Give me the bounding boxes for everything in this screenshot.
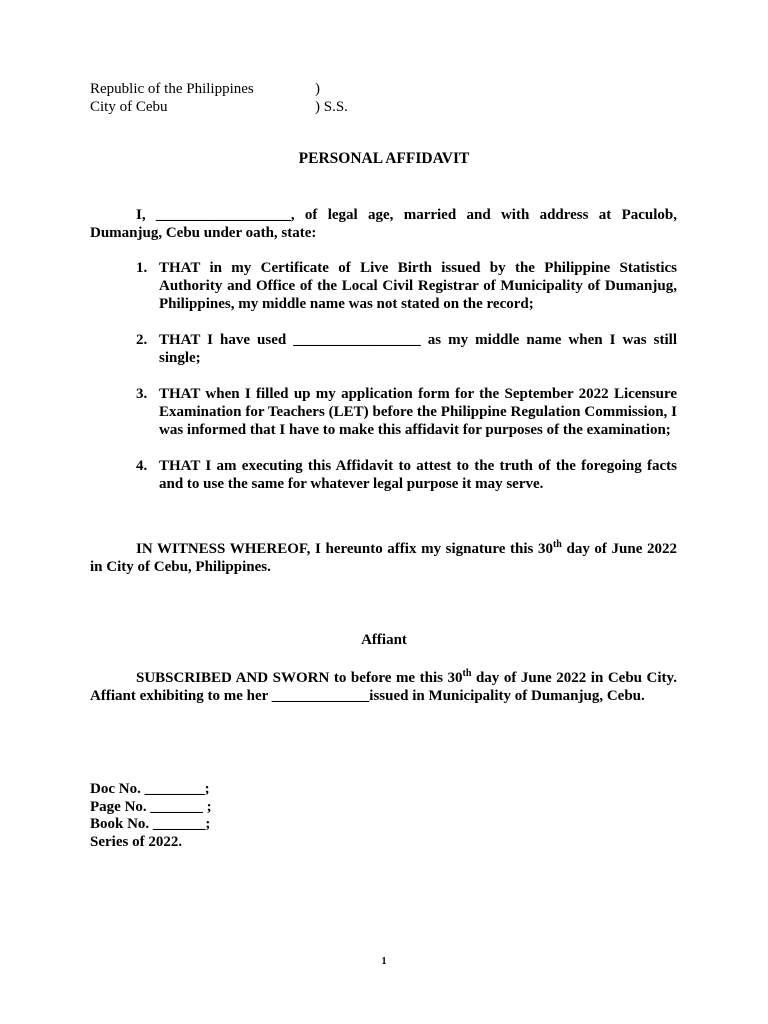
item-text: THAT I am executing this Affidavit to attest to the truth of the foregoing facts and to use the same for whatever legal purpose it may serve. (159, 458, 677, 492)
jurat-text-end: day of June 2022 in Cebu City. Affiant exhibiting to me her _____________issued in Municipality of Dumanjug, Cebu. (90, 670, 677, 704)
item-number: 3. (136, 386, 148, 402)
item-text: THAT I have used _________________ as my middle name when I was still single; (159, 332, 677, 366)
jurat-text-start: SUBSCRIBED AND SWORN to before me this 30 (136, 670, 463, 686)
item-text: THAT in my Certificate of Live Birth issued by the Philippine Statistics Authority and Office of the Local Civil Registrar of Municipality of Dumanjug, Philippines, my middle name was not stated on the record; (159, 260, 677, 312)
list-item (136, 457, 677, 493)
witness-paragraph (90, 540, 677, 576)
item-text: THAT when I filled up my application form for the September 2022 Licensure Examination for Teachers (LET) before the Philippine Regulation Commission, I was informed that I have to make this affidavit for purposes of the examination; (159, 386, 677, 438)
doc-number: Doc No. ________; (90, 781, 210, 797)
affiant-label: Affiant (361, 632, 407, 648)
case-caption (90, 80, 348, 116)
statement-list (136, 259, 677, 511)
item-number: 2. (136, 332, 148, 348)
witness-text-start: IN WITNESS WHEREOF, I hereunto affix my signature this 30 (136, 541, 553, 557)
series-year: Series of 2022. (90, 833, 183, 850)
witness-text-end: day of June 2022 in City of Cebu, Philippines. (90, 541, 677, 575)
document-title: PERSONAL AFFIDAVIT (298, 150, 470, 167)
caption-row-2 (90, 98, 348, 116)
intro-paragraph: I, __________________, of legal age, married and with address at Paculob, Dumanjug, Cebu under oath, state: (90, 207, 677, 241)
page-number: 1 (381, 956, 387, 967)
notarial-register (90, 781, 212, 851)
caption-bracket-1: ) (315, 81, 320, 97)
item-number: 1. (136, 260, 148, 276)
caption-city: City of Cebu (90, 99, 168, 115)
item-number: 4. (136, 458, 148, 474)
witness-ordinal: th (552, 539, 562, 550)
book-number: Book No. _______; (90, 816, 211, 832)
page-number-entry: Page No. _______ ; (90, 798, 212, 815)
list-item (136, 259, 677, 313)
jurat-ordinal: th (462, 668, 472, 679)
caption-republic: Republic of the Philippines (90, 81, 254, 97)
caption-ss: ) S.S. (315, 99, 348, 115)
list-item (136, 385, 677, 439)
caption-row-1 (90, 80, 320, 98)
list-item (136, 331, 677, 367)
jurat-paragraph (90, 669, 677, 705)
